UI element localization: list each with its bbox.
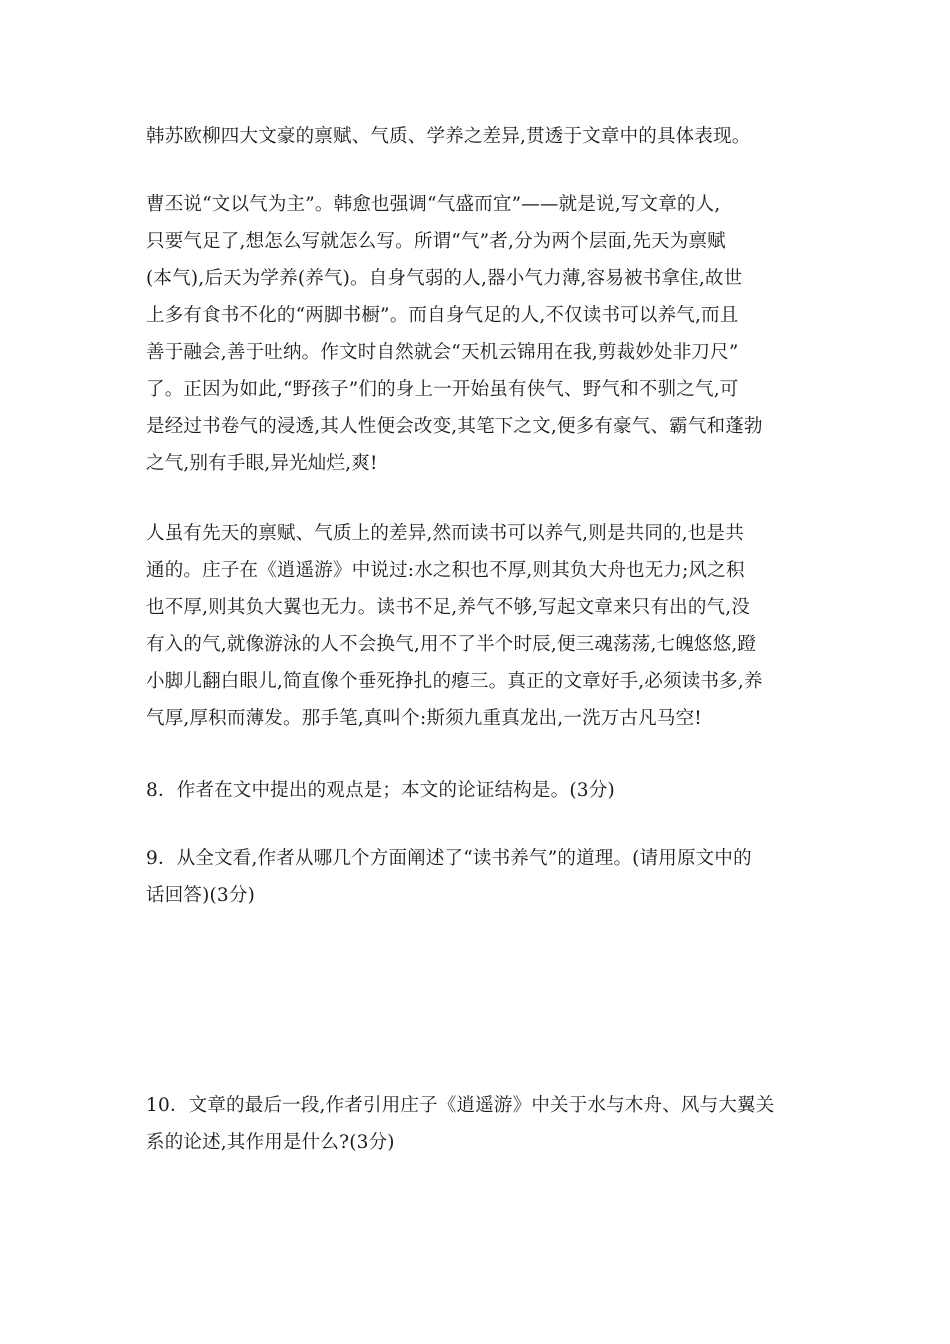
question-line: 系的论述,其作用是什么?(3分) xyxy=(146,1132,395,1153)
text-line: (本气),后天为学养(养气)。自身气弱的人,器小气力薄,容易被书拿住,故世 xyxy=(146,268,743,289)
text-line: 小脚儿翻白眼儿,简直像个垂死挣扎的瘪三。真正的文章好手,必须读书多,养 xyxy=(146,671,763,692)
question-10 xyxy=(146,1087,811,1161)
question-line: 9．从全文看,作者从哪几个方面阐述了“读书养气”的道理。(请用原文中的 xyxy=(146,848,752,869)
paragraph-zhuangzi xyxy=(146,515,811,737)
question-8 xyxy=(146,772,811,809)
paragraph-qi xyxy=(146,186,811,482)
text-line: 也不厚,则其负大翼也无力。读书不足,养气不够,写起文章来只有出的气,没 xyxy=(146,597,751,618)
question-line: 话回答)(3分) xyxy=(146,885,256,906)
text-line: 通的。庄子在《逍遥游》中说过:水之积也不厚,则其负大舟也无力;风之积 xyxy=(146,560,745,581)
paragraph-intro xyxy=(146,118,811,155)
text-line: 之气,别有手眼,异光灿烂,爽! xyxy=(146,453,378,474)
text-line: 只要气足了,想怎么写就怎么写。所谓“气”者,分为两个层面,先天为禀赋 xyxy=(146,231,726,252)
text-line: 了。正因为如此,“野孩子”们的身上一开始虽有侠气、野气和不驯之气,可 xyxy=(146,379,739,400)
text-line: 善于融会,善于吐纳。作文时自然就会“天机云锦用在我,剪裁妙处非刀尺” xyxy=(146,342,739,363)
text-line: 是经过书卷气的浸透,其人性便会改变,其笔下之文,便多有豪气、霸气和蓬勃 xyxy=(146,416,763,437)
text-line: 上多有食书不化的“两脚书橱”。而自身气足的人,不仅读书可以养气,而且 xyxy=(146,305,739,326)
question-9 xyxy=(146,840,811,914)
question-line: 8．作者在文中提出的观点是；本文的论证结构是。(3分) xyxy=(146,780,615,801)
text-line: 人虽有先天的禀赋、气质上的差异,然而读书可以养气,则是共同的,也是共 xyxy=(146,523,744,544)
text-line: 有入的气,就像游泳的人不会换气,用不了半个时辰,便三魂荡荡,七魄悠悠,蹬 xyxy=(146,634,757,655)
text-line: 曹丕说“文以气为主”。韩愈也强调“气盛而宜”——就是说,写文章的人, xyxy=(146,194,721,215)
text-line: 气厚,厚积而薄发。那手笔,真叫个:斯须九重真龙出,一洗万古凡马空! xyxy=(146,708,702,729)
question-line: 10．文章的最后一段,作者引用庄子《逍遥游》中关于水与木舟、风与大翼关 xyxy=(146,1095,775,1116)
text-line: 韩苏欧柳四大文豪的禀赋、气质、学养之差异,贯透于文章中的具体表现。 xyxy=(146,126,751,147)
